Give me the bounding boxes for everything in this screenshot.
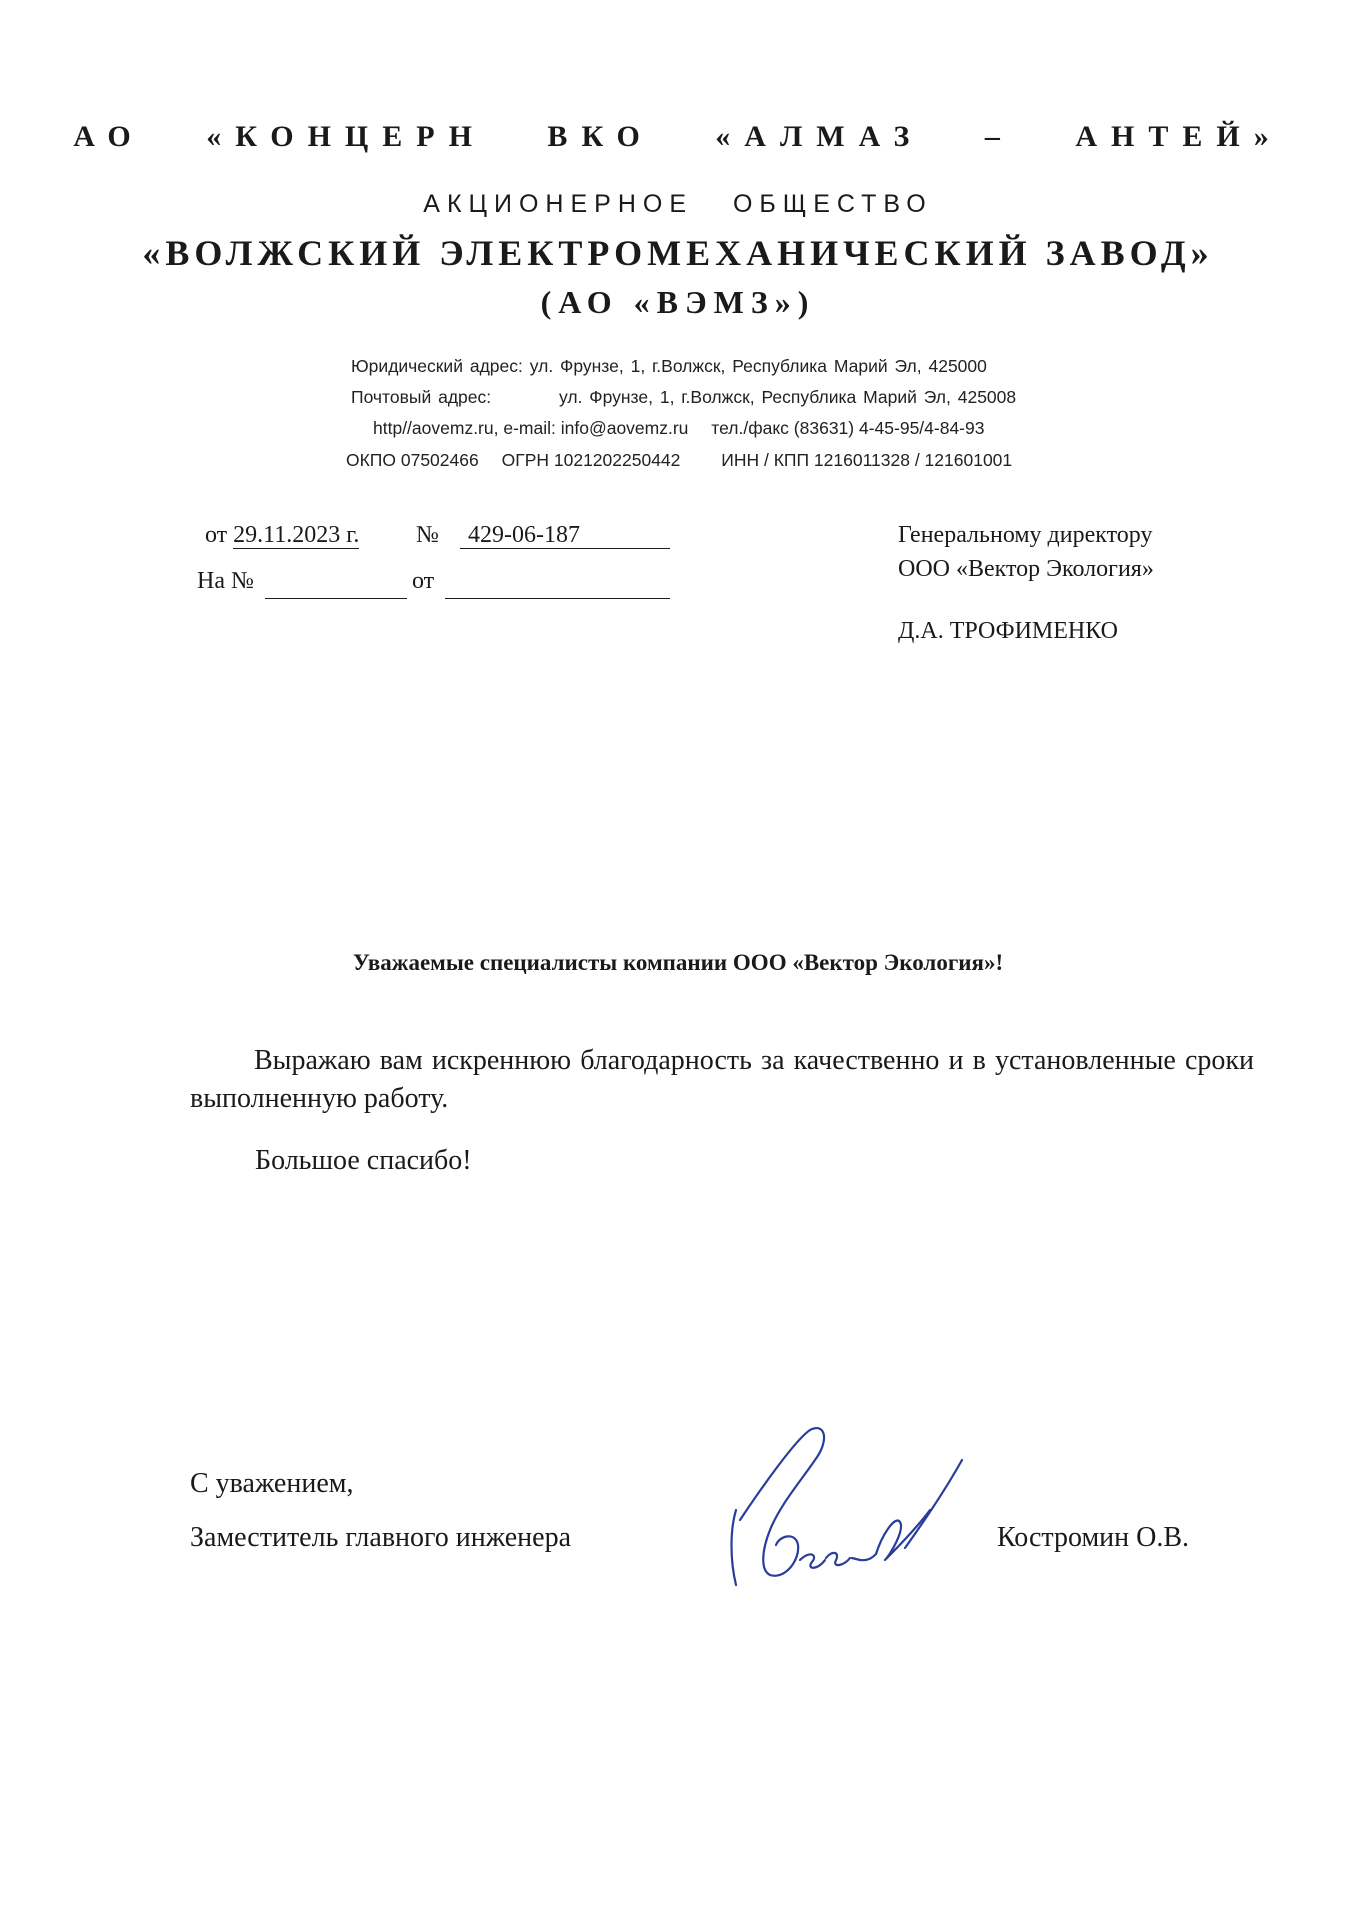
handwritten-signature [700, 1410, 1000, 1610]
company-short-name: (АО «ВЭМЗ») [540, 284, 816, 320]
addressee-company: ООО «Вектор Экология» [898, 556, 1154, 582]
legal-address-value: ул. Фрунзе, 1, г.Волжск, Республика Марий Эл, 425000 [529, 356, 987, 376]
body-paragraph: Выражаю вам искреннюю благодарность за качественно и в установленные сроки выполненную работу. [190, 1045, 1254, 1114]
number-label: № [416, 522, 439, 548]
incoming-date-blank [445, 598, 670, 599]
okpo: ОКПО 07502466 [346, 450, 479, 470]
addressee-name: Д.А. ТРОФИМЕНКО [898, 618, 1118, 644]
letter-number: 429-06-187 [460, 522, 670, 549]
org-type: АКЦИОНЕРНОЕ ОБЩЕСТВО [423, 190, 933, 218]
contacts-line [373, 418, 984, 439]
thanks-line: Большое спасибо! [255, 1145, 472, 1176]
postal-address-value: ул. Фрунзе, 1, г.Волжск, Республика Марий Эл, 425008 [559, 387, 1017, 407]
company-name: «ВОЛЖСКИЙ ЭЛЕКТРОМЕХАНИЧЕСКИЙ ЗАВОД» [142, 233, 1214, 273]
legal-address [351, 356, 987, 377]
postal-address [351, 387, 1016, 408]
registry-codes [346, 450, 1012, 471]
postal-address-label: Почтовый адрес: [351, 387, 492, 407]
website: http//aovemz.ru, [373, 418, 499, 438]
incoming-number-blank [265, 598, 407, 599]
incoming-date-label: от [412, 568, 435, 594]
letter-date: 29.11.2023 г. [233, 522, 360, 548]
greeting: Уважаемые специалисты компании ООО «Вектор Экология»! [352, 950, 1004, 975]
outgoing-date [205, 522, 359, 549]
signer-position: Заместитель главного инженера [190, 1522, 572, 1553]
ogrn: ОГРН 1021202250442 [501, 450, 681, 470]
legal-address-label: Юридический адрес: [351, 356, 523, 376]
signer-name: Костромин О.В. [997, 1522, 1190, 1553]
addressee-position: Генеральному директору [898, 522, 1153, 548]
concern-name: АО «КОНЦЕРН ВКО «АЛМАЗ – АНТЕЙ» [73, 120, 1283, 153]
from-label: от [205, 522, 228, 548]
inn-kpp: ИНН / КПП 1216011328 / 121601001 [721, 450, 1013, 470]
email: e-mail: info@aovemz.ru [503, 418, 689, 438]
incoming-number-label: На № [197, 568, 254, 594]
closing-regards: С уважением, [190, 1468, 354, 1499]
phone: тел./факс (83631) 4-45-95/4-84-93 [711, 418, 985, 438]
